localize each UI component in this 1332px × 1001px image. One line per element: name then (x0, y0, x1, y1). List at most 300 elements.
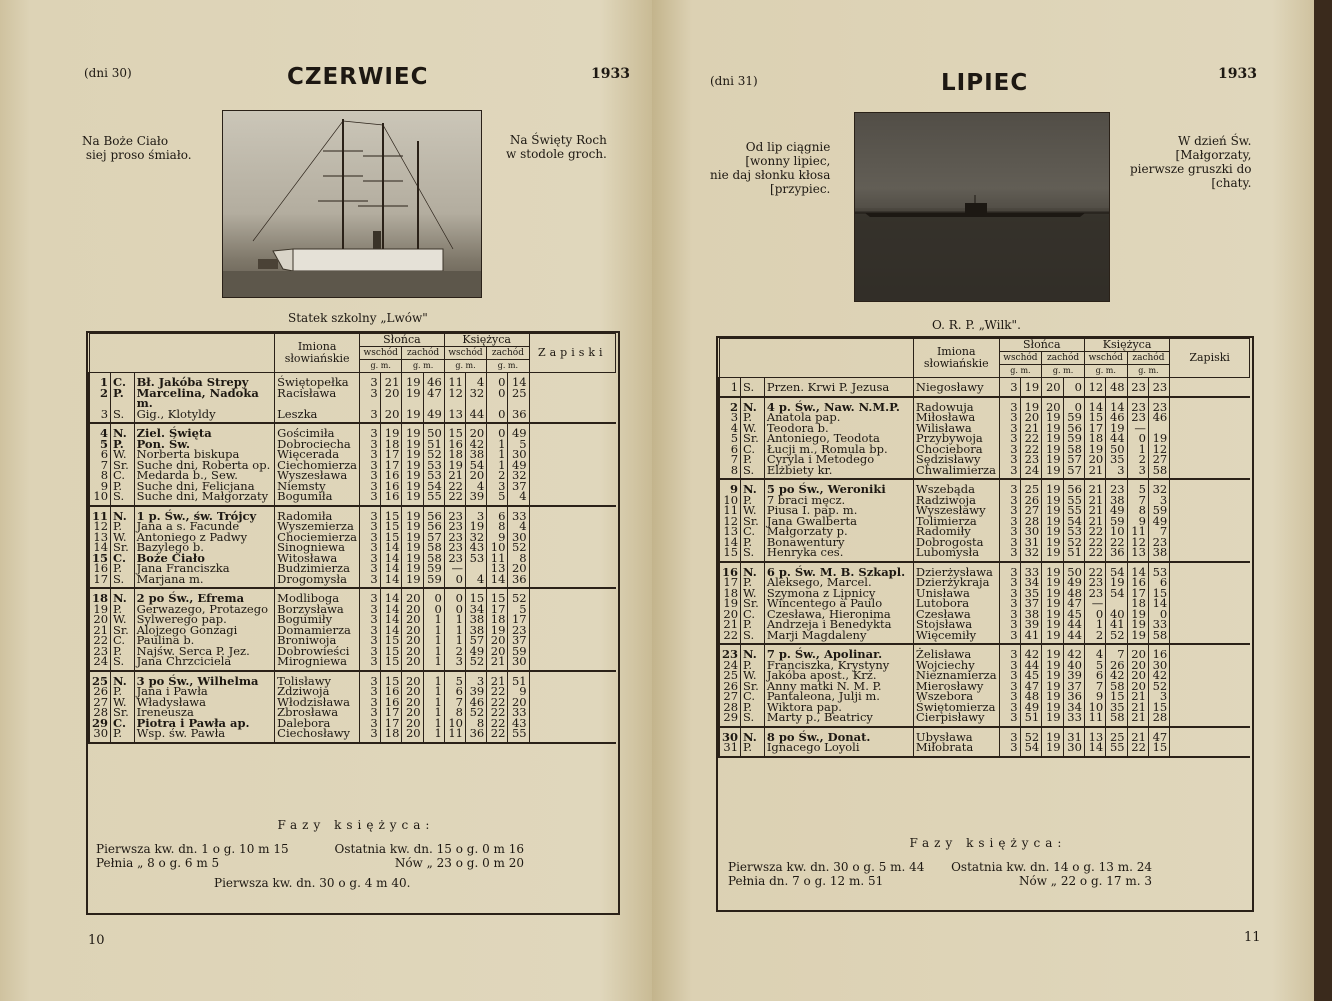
weekday: N. (741, 397, 765, 413)
calendar-day-row (719, 465, 1250, 480)
saints-names: 7 braci męcz. (764, 495, 913, 506)
photo-caption: Statek szkolny „Lwów" (288, 311, 428, 325)
sun-set-m: 46 (423, 373, 444, 388)
moon-rise-h: 20 (1084, 454, 1105, 465)
moon-rise-h: 13 (1084, 727, 1105, 743)
slavic-names: Więcemiły (913, 630, 999, 645)
sun-rise-h: 3 (360, 521, 381, 532)
moon-set-h: 18 (487, 614, 508, 625)
moon-set-h: 21 (487, 656, 508, 671)
sun-set-h: 19 (402, 423, 423, 439)
sun-set-m: 44 (1063, 630, 1084, 645)
moon-rise-m: 15 (1106, 691, 1127, 702)
day-number: 15 (89, 553, 111, 564)
sun-set-h: 19 (1042, 526, 1063, 537)
notes-cell (529, 460, 615, 471)
moon-rise-m: 3 (466, 671, 487, 687)
sun-set-m: 52 (1063, 537, 1084, 548)
notes-cell (529, 646, 615, 657)
moon-rise-m: 20 (466, 423, 487, 439)
sun-set-m: 59 (423, 574, 444, 589)
moon-set-m: 19 (1148, 433, 1169, 444)
sun-rise-h: 3 (360, 563, 381, 574)
moon-rise-m: 46 (466, 697, 487, 708)
sun-set-m: 55 (1063, 495, 1084, 506)
moon-rise-h: 22 (1084, 562, 1105, 578)
moon-set-m: 33 (1148, 619, 1169, 630)
slavic-names: Wyszesławy (913, 505, 999, 516)
weekday: Sr. (741, 681, 765, 692)
sun-rise-m: 45 (1020, 670, 1042, 681)
moon-set-m: 32 (1148, 479, 1169, 495)
saints-names: Anny matki N. M. P. (764, 681, 913, 692)
sun-rise-m: 26 (1020, 495, 1042, 506)
notes-cell (529, 388, 615, 409)
moon-set-h: 6 (487, 506, 508, 522)
moon-rise-m: 44 (466, 409, 487, 424)
moon-rise-h: 10 (1084, 702, 1105, 713)
sun-set-h: 19 (1042, 660, 1063, 671)
moon-set-h: 17 (487, 604, 508, 615)
weekday: W. (741, 423, 765, 434)
sun-set-m: 45 (1063, 609, 1084, 620)
weekday: S. (741, 465, 765, 480)
moon-rise-m: 53 (466, 553, 487, 564)
header-gm: g. m. (999, 365, 1042, 378)
saints-names: Teodora b. (764, 423, 913, 434)
weekday: Sr. (111, 625, 135, 636)
sun-set-m: 40 (1063, 660, 1084, 671)
day-number: 3 (89, 409, 111, 424)
sun-rise-m: 17 (380, 707, 402, 718)
calendar-day-row (719, 547, 1250, 562)
slavic-names: Borzysława (275, 604, 360, 615)
sun-set-h: 19 (1042, 588, 1063, 599)
notes-cell (529, 707, 615, 718)
day-number: 10 (89, 491, 111, 506)
moon-set-m: 55 (508, 728, 529, 743)
day-number: 12 (719, 516, 741, 527)
moon-rise-m: 58 (1106, 681, 1127, 692)
day-number: 20 (719, 609, 741, 620)
day-number: 30 (719, 727, 741, 743)
saints-names: 3 po Św., Wilhelma (134, 671, 275, 687)
sun-rise-m: 38 (1020, 609, 1042, 620)
sun-set-h: 19 (402, 449, 423, 460)
sun-rise-m: 23 (1020, 454, 1042, 465)
weekday: P. (111, 521, 135, 532)
sun-set-h: 19 (1042, 423, 1063, 434)
moon-phases (728, 836, 1248, 888)
moon-rise-h: 1 (444, 625, 465, 636)
moon-rise-m: 40 (1106, 609, 1127, 620)
moon-set-m: 49 (508, 423, 529, 439)
notes-cell (1170, 397, 1250, 413)
moon-rise-h: 11 (1084, 712, 1105, 727)
weekday: S. (111, 409, 135, 424)
notes-cell (1170, 516, 1250, 527)
phase-line: Pierwsza kw. dn. 30 o g. 5 m. 44 (728, 860, 925, 874)
day-number: 23 (719, 644, 741, 660)
sun-rise-h: 3 (999, 444, 1020, 455)
sun-rise-h: 3 (999, 681, 1020, 692)
saints-names: 7 p. Św., Apolinar. (764, 644, 913, 660)
moon-set-h: 21 (1127, 702, 1148, 713)
day-number: 7 (719, 454, 741, 465)
sun-rise-m: 16 (380, 481, 402, 492)
notes-cell (529, 423, 615, 439)
moon-set-m: 7 (1148, 526, 1169, 537)
weekday: N. (111, 671, 135, 687)
moon-rise-m: 8 (466, 718, 487, 729)
moon-rise-m: 39 (466, 491, 487, 506)
notes-cell (1170, 702, 1250, 713)
sun-rise-h: 3 (360, 439, 381, 450)
sun-set-h: 19 (1042, 547, 1063, 562)
moon-set-h: 19 (1127, 609, 1148, 620)
moon-rise-h: — (1084, 598, 1105, 609)
moon-set-m: 6 (1148, 577, 1169, 588)
moon-set-m: 23 (1148, 537, 1169, 548)
slavic-names: Żelisława (913, 644, 999, 660)
sun-rise-h: 3 (999, 609, 1020, 620)
moon-set-h: 20 (1127, 670, 1148, 681)
sun-rise-h: 3 (360, 656, 381, 671)
moon-set-h: 15 (487, 588, 508, 604)
day-number: 7 (89, 460, 111, 471)
sun-set-h: 19 (402, 460, 423, 471)
notes-cell (529, 521, 615, 532)
saints-names: Boże Ciało (134, 553, 275, 564)
phase-line: Nów „ 23 o g. 0 m 20 (394, 856, 524, 870)
moon-rise-m: 57 (466, 635, 487, 646)
sun-rise-h: 3 (999, 577, 1020, 588)
moon-set-m: 5 (508, 604, 529, 615)
moon-set-m: 14 (508, 373, 529, 388)
day-number: 5 (89, 439, 111, 450)
sun-rise-h: 3 (360, 409, 381, 424)
slavic-names: Tolimierza (913, 516, 999, 527)
notes-cell (1170, 433, 1250, 444)
moon-rise-h: 23 (1084, 577, 1105, 588)
header-gm: g. m. (1127, 365, 1170, 378)
header-gm: g. m. (444, 360, 486, 373)
proverb-left: Na Boże Ciało siej proso śmiało. (82, 134, 192, 162)
moon-set-h: 20 (487, 646, 508, 657)
sun-rise-m: 33 (1020, 562, 1042, 578)
moon-rise-m: 52 (466, 707, 487, 718)
moon-rise-h: 5 (1084, 660, 1105, 671)
sun-rise-h: 3 (999, 526, 1020, 537)
sun-set-h: 19 (1042, 433, 1063, 444)
moon-set-h: 0 (487, 423, 508, 439)
sun-set-m: 56 (1063, 423, 1084, 434)
sun-rise-h: 3 (999, 630, 1020, 645)
phase-line: Pełnia „ 8 o g. 6 m 5 (96, 856, 220, 870)
notes-cell (529, 542, 615, 553)
sun-rise-m: 19 (380, 423, 402, 439)
moon-set-h: 18 (1127, 598, 1148, 609)
sun-rise-m: 25 (1020, 479, 1042, 495)
day-number: 20 (89, 614, 111, 625)
sun-set-h: 19 (402, 542, 423, 553)
notes-cell (529, 532, 615, 543)
moon-rise-h: 1 (444, 635, 465, 646)
sun-rise-m: 44 (1020, 660, 1042, 671)
day-number: 19 (719, 598, 741, 609)
page-number: 10 (88, 933, 105, 948)
sun-rise-h: 3 (999, 742, 1020, 757)
sun-set-m: 56 (423, 521, 444, 532)
notes-cell (529, 574, 615, 589)
sun-set-m: 34 (1063, 702, 1084, 713)
moon-set-m: 25 (508, 388, 529, 409)
moon-set-h: 2 (1127, 454, 1148, 465)
sun-rise-m: 49 (1020, 702, 1042, 713)
saints-names: Jana Franciszka (134, 563, 275, 574)
sun-rise-m: 42 (1020, 644, 1042, 660)
saints-names: Gig., Klotyldy (134, 409, 275, 424)
sun-set-m: 1 (423, 646, 444, 657)
moon-rise-m: 14 (1106, 397, 1127, 413)
sun-set-m: 0 (1063, 397, 1084, 413)
sun-rise-m: 15 (380, 521, 402, 532)
submarine-photo (854, 112, 1110, 302)
moon-rise-m: 3 (466, 506, 487, 522)
sun-set-h: 19 (1042, 619, 1063, 630)
moon-set-m: 52 (508, 588, 529, 604)
sun-rise-h: 3 (999, 691, 1020, 702)
moon-set-m: 27 (1148, 454, 1169, 465)
sun-rise-h: 3 (360, 423, 381, 439)
moon-set-h: 9 (487, 532, 508, 543)
sun-set-m: 0 (423, 588, 444, 604)
saints-names: Szymona z Lipnicy (764, 588, 913, 599)
notes-cell (529, 449, 615, 460)
sun-set-h: 20 (402, 646, 423, 657)
calendar-day-row (89, 388, 616, 409)
moon-set-m: 30 (508, 532, 529, 543)
moon-set-h: — (1127, 423, 1148, 434)
calendar-week (89, 423, 616, 506)
weekday: P. (111, 728, 135, 743)
moon-rise-m: 4 (466, 373, 487, 388)
saints-names: Ireneusza (134, 707, 275, 718)
moon-rise-m: 54 (1106, 588, 1127, 599)
moon-set-h: 21 (487, 671, 508, 687)
sun-set-m: 59 (1063, 433, 1084, 444)
notes-cell (1170, 742, 1250, 757)
saints-names: Jana Chrzciciela (134, 656, 275, 671)
moon-rise-m: 23 (1106, 479, 1127, 495)
moon-rise-h: 19 (1084, 444, 1105, 455)
slavic-names: Sędzisławy (913, 454, 999, 465)
moon-set-m: 37 (508, 635, 529, 646)
weekday: S. (741, 712, 765, 727)
moon-rise-m: 15 (466, 588, 487, 604)
sun-set-h: 19 (402, 409, 423, 424)
sun-rise-m: 14 (380, 563, 402, 574)
calendar-week (719, 479, 1250, 562)
sun-set-m: 1 (423, 707, 444, 718)
day-number: 5 (719, 433, 741, 444)
moon-set-h: 22 (487, 707, 508, 718)
notes-cell (529, 439, 615, 450)
weekday: P. (111, 563, 135, 574)
day-number: 18 (719, 588, 741, 599)
saints-names: Elżbiety kr. (764, 465, 913, 480)
moon-rise-m: 52 (466, 656, 487, 671)
sun-rise-h: 3 (999, 588, 1020, 599)
sun-set-m: 53 (1063, 526, 1084, 537)
moon-set-m: 23 (1148, 397, 1169, 413)
slavic-names: Chwalimierza (913, 465, 999, 480)
moon-rise-m: 4 (466, 481, 487, 492)
sun-rise-m: 32 (1020, 547, 1042, 562)
day-number: 31 (719, 742, 741, 757)
sun-set-h: 19 (402, 481, 423, 492)
header-gm: g. m. (360, 360, 402, 373)
day-number: 8 (89, 470, 111, 481)
slavic-names: Zdziwoja (275, 686, 360, 697)
moon-rise-h: 21 (444, 470, 465, 481)
saints-names: Jana i Pawła (134, 686, 275, 697)
moon-set-h: 0 (487, 409, 508, 424)
sun-rise-m: 41 (1020, 630, 1042, 645)
notes-cell (529, 563, 615, 574)
saints-names: Aleksego, Marcel. (764, 577, 913, 588)
slavic-names: Wszebąda (913, 479, 999, 495)
moon-rise-h: 23 (444, 506, 465, 522)
sun-rise-m: 17 (380, 718, 402, 729)
moon-rise-m: 42 (466, 439, 487, 450)
weekday: N. (741, 562, 765, 578)
sun-set-m: 1 (423, 686, 444, 697)
moon-rise-m: 43 (466, 542, 487, 553)
sun-set-h: 19 (402, 521, 423, 532)
sun-set-h: 19 (402, 470, 423, 481)
saints-names: 4 p. Św., Naw. N.M.P. (764, 397, 913, 413)
sun-set-h: 19 (1042, 516, 1063, 527)
phase-line: Pierwsza kw. dn. 30 o g. 4 m 40. (214, 876, 411, 890)
sun-rise-h: 3 (999, 619, 1020, 630)
day-number: 29 (719, 712, 741, 727)
saints-names: Medarda b., Sew. (134, 470, 275, 481)
day-number: 16 (719, 562, 741, 578)
moon-set-h: 8 (487, 521, 508, 532)
sun-set-m: 31 (1063, 727, 1084, 743)
day-number: 10 (719, 495, 741, 506)
weekday: N. (741, 727, 765, 743)
sun-set-m: 55 (1063, 505, 1084, 516)
saints-names: Łucji m., Romula bp. (764, 444, 913, 455)
notes-cell (529, 373, 615, 388)
moon-set-m: 17 (508, 614, 529, 625)
slavic-names: Miłosława (913, 412, 999, 423)
weekday: Sr. (111, 460, 135, 471)
sun-set-h: 19 (1042, 505, 1063, 516)
slavic-names: Modliboga (275, 588, 360, 604)
moon-set-h: 20 (1127, 681, 1148, 692)
sun-set-h: 19 (402, 506, 423, 522)
slavic-names: Leszka (275, 409, 360, 424)
moon-set-m: 0 (1148, 609, 1169, 620)
slavic-names: Radomiły (913, 526, 999, 537)
saints-names: Ignacego Loyoli (764, 742, 913, 757)
day-number: 4 (89, 423, 111, 439)
moon-phases-title: Fazy księżyca: (909, 836, 1067, 850)
moon-set-m: 51 (508, 671, 529, 687)
sun-rise-h: 3 (999, 465, 1020, 480)
moon-set-m: 33 (508, 506, 529, 522)
weekday: C. (741, 444, 765, 455)
slavic-names: Dalebora (275, 718, 360, 729)
saints-names: Bazylego b. (134, 542, 275, 553)
day-number: 29 (89, 718, 111, 729)
sun-set-h: 19 (402, 574, 423, 589)
sun-rise-h: 3 (360, 470, 381, 481)
sun-rise-m: 18 (380, 439, 402, 450)
notes-cell (1170, 547, 1250, 562)
moon-rise-m: 55 (1106, 742, 1127, 757)
saints-names: Gerwazego, Protazego (134, 604, 275, 615)
calendar-week (89, 506, 616, 589)
saints-names: Jakóba apost., Krz. (764, 670, 913, 681)
header-names: Imiona słowiańskie (913, 339, 999, 378)
day-number: 9 (719, 479, 741, 495)
moon-rise-h: 23 (444, 532, 465, 543)
sun-set-h: 20 (402, 718, 423, 729)
sun-set-m: 1 (423, 671, 444, 687)
sun-rise-h: 3 (360, 686, 381, 697)
notes-cell (529, 470, 615, 481)
slavic-names: Chociebora (913, 444, 999, 455)
sun-set-h: 19 (1042, 444, 1063, 455)
moon-rise-h: 18 (1084, 433, 1105, 444)
slavic-names: Dobrogosta (913, 537, 999, 548)
weekday: P. (741, 577, 765, 588)
day-number: 6 (719, 444, 741, 455)
moon-rise-h: 18 (444, 449, 465, 460)
day-number: 30 (89, 728, 111, 743)
moon-set-m: 36 (508, 574, 529, 589)
day-number: 12 (89, 521, 111, 532)
sun-set-m: 56 (423, 506, 444, 522)
sun-set-m: 57 (1063, 454, 1084, 465)
calendar-table (88, 333, 616, 744)
moon-set-m: 37 (508, 481, 529, 492)
calendar-week (89, 588, 616, 671)
sun-rise-h: 3 (999, 727, 1020, 743)
moon-set-h: 23 (1127, 412, 1148, 423)
weekday: C. (111, 470, 135, 481)
slavic-names: Lubomysła (913, 547, 999, 562)
saints-names: Suche dni, Małgorzaty (134, 491, 275, 506)
moon-set-h: 13 (1127, 547, 1148, 562)
moon-set-h: 1 (487, 439, 508, 450)
sun-rise-h: 3 (360, 604, 381, 615)
calendar-week (719, 397, 1250, 480)
header-moon: Księżyca (1084, 339, 1169, 352)
moon-set-m: 23 (1148, 378, 1169, 397)
moon-rise-m: 38 (466, 614, 487, 625)
slavic-names: Broniwoja (275, 635, 360, 646)
moon-set-h: 1 (487, 460, 508, 471)
sun-set-h: 19 (1042, 598, 1063, 609)
page-lipiec (652, 0, 1314, 1001)
slavic-names: Bogumiła (275, 491, 360, 506)
moon-set-h: 11 (1127, 526, 1148, 537)
